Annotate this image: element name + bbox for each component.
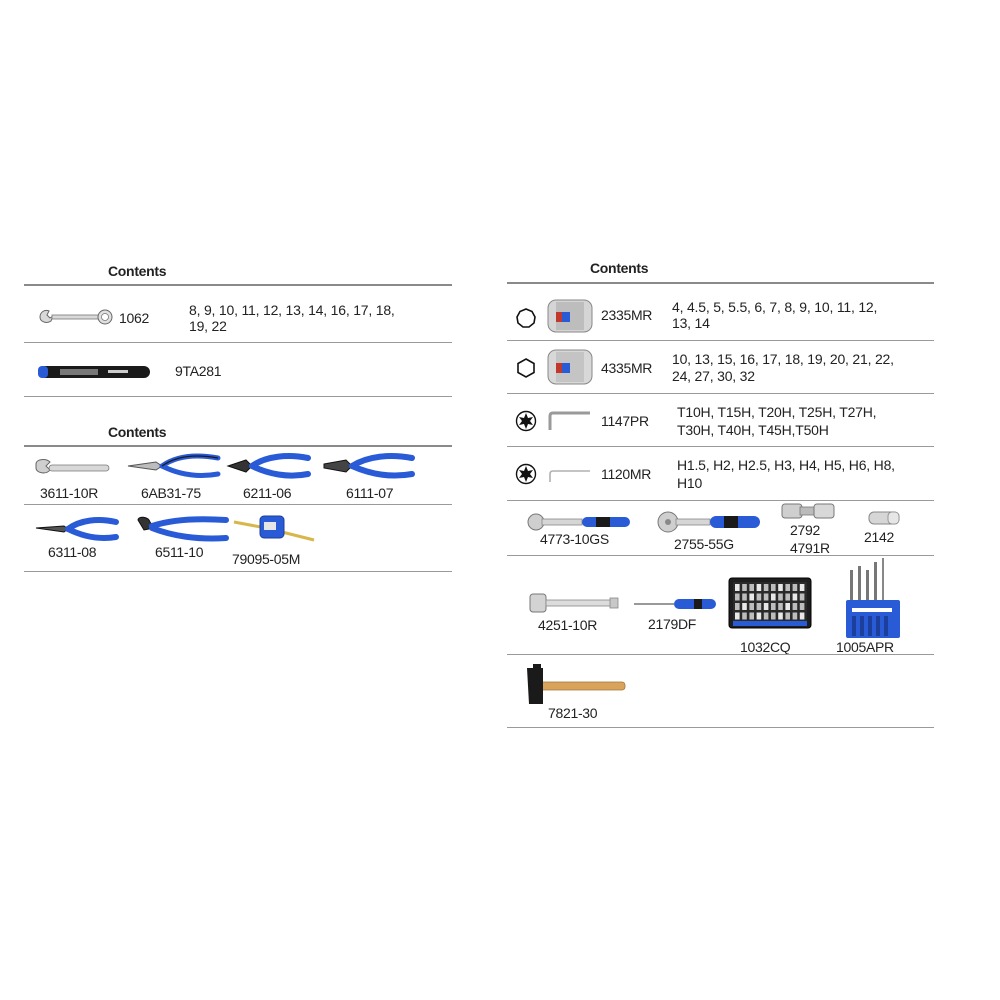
hex-sizes-line1: H1.5, H2, H2.5, H3, H4, H5, H6, H8,: [677, 457, 895, 473]
bit: [749, 584, 754, 591]
punch-set-image: [844, 558, 902, 640]
bit: [778, 603, 783, 610]
bit: [800, 613, 805, 620]
bit: [800, 603, 805, 610]
bit: [785, 603, 790, 610]
socket-image: [546, 348, 594, 386]
bit-set-code: 1032CQ: [740, 639, 791, 655]
divider: [24, 396, 452, 397]
bit: [793, 584, 798, 591]
combination-pliers-image: [322, 452, 416, 480]
bit: [778, 613, 783, 620]
bit: [742, 613, 747, 620]
bit: [778, 584, 783, 591]
12-point-icon: [516, 308, 536, 328]
bit: [749, 613, 754, 620]
socket-12pt-sizes-line2: 13, 14: [672, 315, 710, 331]
ratchet-image: [656, 510, 762, 534]
socket-12pt-code: 2335MR: [601, 307, 653, 323]
bit: [742, 584, 747, 591]
long-nose-pliers-image: [34, 516, 118, 542]
wrench-code: 1062: [119, 310, 149, 326]
extension-bar-code: 4251-10R: [538, 617, 598, 633]
bit: [749, 603, 754, 610]
tool-label-6111-07: 6111-07: [346, 485, 394, 501]
bit: [793, 594, 798, 601]
torx-sizes-line1: T10H, T15H, T20H, T25H, T27H,: [677, 404, 877, 420]
bit: [757, 594, 762, 601]
bit: [735, 603, 740, 610]
bit-grid-image: [733, 582, 807, 622]
bit: [764, 584, 769, 591]
bit: [793, 613, 798, 620]
divider: [24, 342, 452, 343]
universal-joint-code-b: 4791R: [790, 540, 830, 556]
bit: [793, 603, 798, 610]
bit: [742, 594, 747, 601]
tool-label-3611-10R: 3611-10R: [40, 485, 99, 501]
socket-12pt-sizes-line1: 4, 4.5, 5, 5.5, 6, 7, 8, 9, 10, 11, 12,: [672, 299, 878, 315]
bit: [735, 594, 740, 601]
socket-6pt-code: 4335MR: [601, 360, 653, 376]
bit: [757, 584, 762, 591]
contents-header-left-1: Contents: [108, 263, 167, 279]
flashlight-code: 9TA281: [175, 363, 222, 379]
bit: [800, 584, 805, 591]
wrench-sizes-line2: 19, 22: [189, 318, 227, 334]
torx-keys-code: 1147PR: [601, 413, 649, 429]
divider: [507, 393, 934, 394]
bit: [735, 613, 740, 620]
torx-icon: [515, 410, 537, 432]
tool-label-6511-10: 6511-10: [155, 544, 204, 560]
bit: [757, 613, 762, 620]
ratchet2-code: 2755-55G: [674, 536, 734, 552]
extension-bar-image: [528, 592, 620, 614]
tool-label-6311-08: 6311-08: [48, 544, 97, 560]
socket-image: [546, 298, 594, 334]
bit: [785, 594, 790, 601]
screwdriver-code: 2179DF: [648, 616, 697, 632]
water-pump-pliers-image: [134, 514, 230, 544]
bit: [742, 603, 747, 610]
tool-label-6AB31-75: 6AB31-75: [141, 485, 201, 501]
screwdriver-image: [634, 597, 718, 611]
universal-joint-code-a: 2792: [790, 522, 820, 538]
divider: [507, 340, 934, 341]
tool-label-79095-05M: 79095-05M: [232, 551, 301, 567]
divider: [507, 727, 934, 728]
adapter-image: [868, 510, 900, 526]
contents-header-right: Contents: [590, 260, 649, 276]
contents-header-left-2: Contents: [108, 424, 167, 440]
tool-label-6211-06: 6211-06: [243, 485, 292, 501]
bit: [778, 594, 783, 601]
hex-sizes-line2: H10: [677, 475, 703, 491]
ratchet-code: 4773-10GS: [540, 531, 609, 547]
divider: [507, 500, 934, 501]
combination-wrench-image: [38, 308, 114, 326]
universal-joint-image: [780, 500, 836, 522]
wrench-sizes-line1: 8, 9, 10, 11, 12, 13, 14, 16, 17, 18,: [189, 302, 395, 318]
divider: [507, 282, 934, 284]
divider: [507, 446, 934, 447]
wire-stripper-pliers-image: [126, 452, 222, 480]
measuring-tape-image: [232, 514, 316, 548]
bit: [764, 603, 769, 610]
bit: [771, 594, 776, 601]
hex-keys-code: 1120MR: [601, 466, 652, 482]
bit: [749, 594, 754, 601]
hammer-code: 7821-30: [548, 705, 598, 721]
bit: [800, 594, 805, 601]
torx-sizes-line2: T30H, T40H, T45H,T50H: [677, 422, 829, 438]
flashlight-image: [38, 364, 150, 380]
punch-set-code: 1005APR: [836, 639, 894, 655]
adapter-code: 2142: [864, 529, 894, 545]
l-key-image: [546, 410, 592, 432]
divider: [507, 654, 934, 655]
bit: [771, 584, 776, 591]
hammer-image: [525, 664, 627, 706]
l-key-image: [546, 468, 592, 484]
bit: [764, 613, 769, 620]
diagonal-cutter-image: [226, 452, 312, 480]
divider: [507, 555, 934, 556]
6-point-icon: [516, 358, 536, 378]
bit: [771, 613, 776, 620]
divider: [24, 504, 452, 505]
divider: [24, 445, 452, 447]
bit: [785, 613, 790, 620]
bit: [735, 584, 740, 591]
hex-key-icon: [515, 463, 537, 485]
bit: [785, 584, 790, 591]
bit: [757, 603, 762, 610]
ratchet-image: [526, 512, 632, 532]
adjustable-wrench-image: [34, 458, 112, 478]
divider: [24, 571, 452, 572]
socket-6pt-sizes-line1: 10, 13, 15, 16, 17, 18, 19, 20, 21, 22,: [672, 351, 894, 367]
bit: [771, 603, 776, 610]
socket-6pt-sizes-line2: 24, 27, 30, 32: [672, 368, 755, 384]
divider: [24, 284, 452, 286]
bit: [764, 594, 769, 601]
